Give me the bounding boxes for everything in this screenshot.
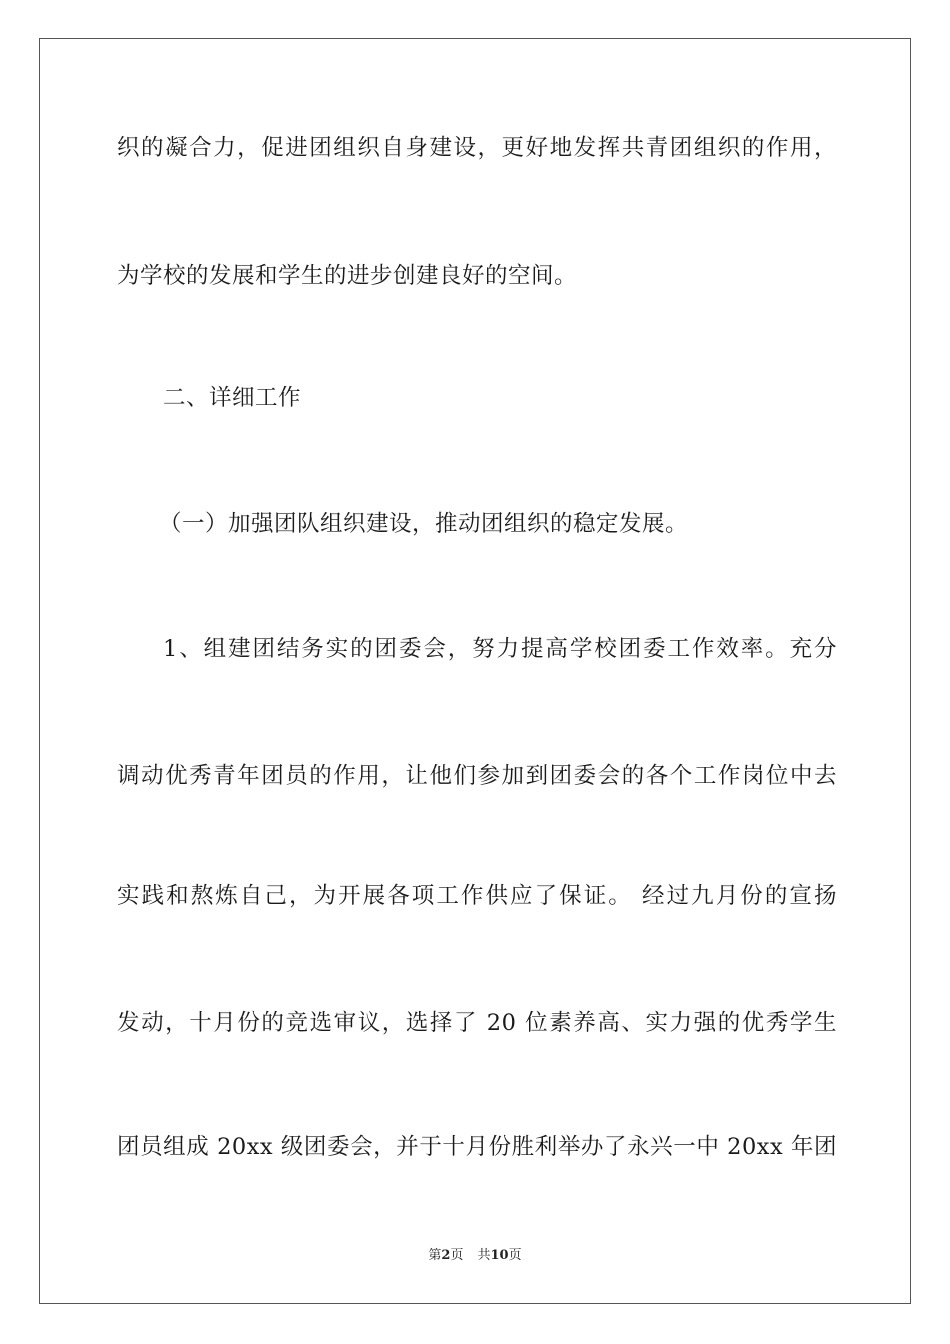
- page-footer: [0, 1247, 950, 1265]
- subsection-heading: （一）加强团队组织建设，推动团组织的稳定发展。: [159, 511, 689, 537]
- body-line-5: 1、组建团结务实的团委会，努力提高学校团委工作效率。充分: [163, 636, 837, 662]
- body-line-7: 实践和熬炼自己，为开展各项工作供应了保证。 经过九月份的宣扬: [117, 883, 837, 909]
- body-line-1: 织的凝合力，促进团组织自身建设，更好地发挥共青团组织的作用，: [117, 135, 837, 161]
- body-line-8: 发动，十月份的竞选审议，选择了 20 位素养高、实力强的优秀学生: [117, 1010, 837, 1036]
- footer-total-prefix: 共: [477, 1248, 491, 1263]
- footer-page-suffix: 页: [450, 1248, 464, 1263]
- section-heading: 二、详细工作: [163, 385, 302, 411]
- footer-total-suffix: 页: [508, 1248, 522, 1263]
- page-border: [39, 38, 911, 1304]
- body-line-6: 调动优秀青年团员的作用，让他们参加到团委会的各个工作岗位中去: [117, 763, 837, 789]
- footer-total-pages: 10: [490, 1248, 509, 1263]
- footer-page-prefix: 第: [428, 1248, 442, 1263]
- body-line-2: 为学校的发展和学生的进步创建良好的空间。: [117, 263, 578, 289]
- footer-page-number: 2: [441, 1248, 451, 1263]
- body-line-9: 团员组成 20xx 级团委会，并于十月份胜利举办了永兴一中 20xx 年团: [117, 1134, 837, 1160]
